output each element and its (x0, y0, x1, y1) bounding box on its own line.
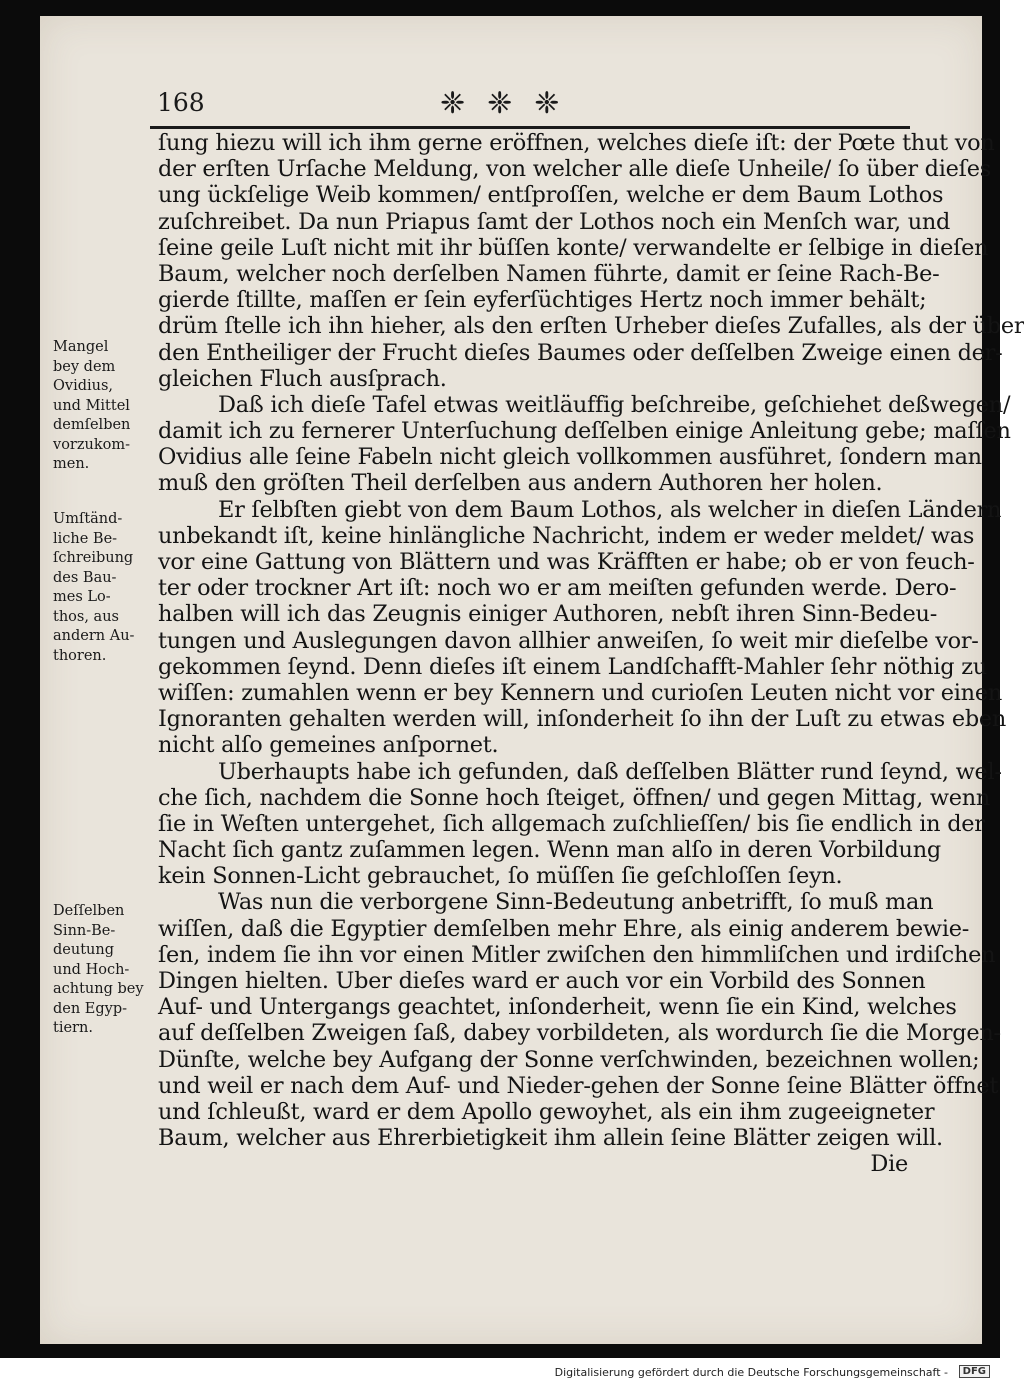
margin-note-line: tiern. (53, 1020, 93, 1036)
page-number: 168 (157, 88, 205, 117)
margin-note-line: des Bau- (53, 569, 117, 586)
margin-note-line: ſchreibung (53, 550, 134, 566)
main-text-block (158, 130, 1024, 1178)
text-line: auf deſſelben Zweigen ſaß, dabey vorbildeten, als wordurch ſie die Morgen- (158, 1020, 1001, 1047)
text-line: che ſich, nachdem die Sonne hoch ſteiget, öffnen/ und gegen Mittag, wenn (158, 784, 991, 811)
text-line: Baum, welcher noch derſelben Namen führte, damit er ſeine Rach-Be- (158, 260, 940, 287)
margin-note-line: liche Be- (53, 530, 118, 547)
margin-note-line: thos, aus (53, 608, 119, 625)
text-line: Was nun die verborgene Sinn-Bedeutung anbetrifft, ſo muß man (218, 889, 934, 916)
footer-bar (0, 1362, 1000, 1383)
margin-note-umstaendliche (53, 510, 153, 666)
text-line: vor eine Gattung von Blättern und was Kräfften er habe; ob er von feuch- (158, 549, 975, 575)
text-line: nicht alſo gemeines anſpornet. (158, 732, 499, 759)
margin-note-line: und Hoch- (53, 961, 130, 978)
text-line: Uberhaupts habe ich gefunden, daß deſſelben Blätter rund ſeynd, wel- (218, 758, 1002, 785)
text-line: und ſchleußt, ward er dem Apollo gewoyhet, als ein ihm zugeeigneter (158, 1098, 935, 1125)
margin-note-desselben (53, 902, 153, 1039)
text-line: kein Sonnen-Licht gebrauchet, ſo müſſen ſie geſchloſſen ſeyn. (158, 863, 843, 890)
fleuron-ornament-icon: ❈ (487, 86, 513, 121)
text-line: gekommen ſeynd. Denn dieſes iſt einem Landſchafft-Mahler ſehr nöthig zu (158, 653, 987, 680)
margin-note-line: demſelben (53, 417, 131, 433)
header-ornaments (440, 86, 559, 121)
margin-note-line: Umſtänd- (53, 511, 123, 527)
margin-note-line: den Egyp- (53, 1000, 128, 1017)
dfg-logo-icon: DFG (959, 1365, 990, 1378)
catchword: Die (870, 1151, 908, 1178)
text-line: Nacht ſich gantz zuſammen legen. Wenn man alſo in deren Vorbildung (158, 837, 941, 864)
fleuron-ornament-icon: ❈ (440, 86, 466, 121)
text-line: halben will ich das Zeugnis einiger Authoren, nebſt ihren Sinn-Bedeu- (158, 601, 938, 628)
margin-note-mangel (53, 338, 153, 475)
text-line: wiſſen: zumahlen wenn er bey Kennern und curioſen Leuten nicht vor einen (158, 679, 1003, 706)
text-line: und weil er nach dem Auf- und Nieder-gehen der Sonne ſeine Blätter öffnet (158, 1072, 999, 1099)
text-line: drüm ſtelle ich ihn hieher, als den erſten Urheber dieſes Zufalles, als der über (158, 313, 1024, 340)
text-line: Ovidius alle ſeine Fabeln nicht gleich vollkommen ausführet, ſondern man (158, 444, 982, 471)
margin-note-line: mes Lo- (53, 589, 111, 605)
margin-note-line: men. (53, 456, 90, 472)
text-line: gierde ſtillte, maſſen er ſein eyferſüchtiges Hertz noch immer behält; (158, 287, 927, 314)
margin-note-line: thoren. (53, 647, 107, 664)
text-line: Dünſte, welche bey Aufgang der Sonne verſchwinden, bezeichnen wollen; (158, 1046, 980, 1073)
margin-note-line: Mangel (53, 339, 109, 355)
text-line: Baum, welcher aus Ehrerbietigkeit ihm allein ſeine Blätter zeigen will. (158, 1125, 943, 1152)
text-line: muß den gröſten Theil derſelben aus andern Authoren her holen. (158, 470, 883, 497)
text-line: zuſchreibet. Da nun Priapus ſamt der Lothos noch ein Menſch war, und (158, 208, 951, 235)
text-line: wiſſen, daß die Egyptier demſelben mehr Ehre, als einig anderem bewie- (158, 915, 970, 942)
margin-note-line: und Mittel (53, 397, 130, 414)
margin-note-line: andern Au- (53, 628, 135, 644)
text-line: ſie in Weſten untergehet, ſich allgemach zuſchlieſſen/ bis ſie endlich in der (158, 810, 985, 837)
fleuron-ornament-icon: ❈ (534, 86, 560, 121)
text-line: der erſten Urſache Meldung, von welcher alle dieſe Unheile/ ſo über dieſes (158, 156, 991, 183)
margin-note-line: achtung bey (53, 981, 144, 997)
text-line: damit ich zu fernerer Unterſuchung deſſelben einige Anleitung gebe; maſſen (158, 418, 1011, 445)
text-line: Dingen hielten. Uber dieſes ward er auch vor ein Vorbild des Sonnen (158, 968, 926, 994)
text-line: Daß ich dieſe Tafel etwas weitläuffig beſchreibe, geſchiehet deßwegen/ (218, 391, 1011, 418)
text-line: ter oder trockner Art iſt: noch wo er am meiſten gefunden werde. Dero- (158, 575, 957, 602)
margin-note-line: Deſſelben (53, 903, 125, 919)
text-line: ung ückſelige Weib kommen/ entſproſſen, welche er dem Baum Lothos (158, 182, 944, 209)
margin-note-line: vorzukom- (53, 436, 130, 453)
text-line: ſeine geile Luſt nicht mit ihr büſſen konte/ verwandelte er ſelbige in dieſen (158, 234, 989, 261)
header-rule (150, 126, 910, 129)
text-line: tungen und Auslegungen davon allhier anweiſen, ſo weit mir dieſelbe vor- (158, 627, 979, 654)
text-line: unbekandt iſt, keine hinlängliche Nachricht, indem er weder meldet/ was (158, 522, 975, 549)
text-line: ſung hiezu will ich ihm gerne eröffnen, welches dieſe iſt: der Pœte thut von (158, 130, 995, 156)
text-line: Er ſelbſten giebt von dem Baum Lothos, als welcher in dieſen Ländern (218, 496, 1002, 523)
text-line: gleichen Fluch ausſprach. (158, 365, 447, 392)
text-line: den Entheiliger der Frucht dieſes Baumes oder deſſelben Zweige einen der- (158, 339, 1003, 366)
margin-note-line: Ovidius, (53, 378, 114, 394)
text-line: Auf- und Untergangs geachtet, inſonderheit, wenn ſie ein Kind, welches (158, 994, 957, 1021)
text-line: Ignoranten gehalten werden will, inſonderheit ſo ihn der Luſt zu etwas eben (158, 706, 1007, 733)
text-line: ſen, indem ſie ihn vor einen Mitler zwiſchen den himmliſchen und irdiſchen (158, 941, 996, 968)
footer-credit-text: Digitalisierung gefördert durch die Deutsche Forschungsgemeinschaft - (554, 1366, 948, 1379)
margin-note-line: deutung (53, 942, 114, 958)
margin-note-line: bey dem (53, 358, 116, 375)
margin-note-line: Sinn-Be- (53, 922, 116, 939)
